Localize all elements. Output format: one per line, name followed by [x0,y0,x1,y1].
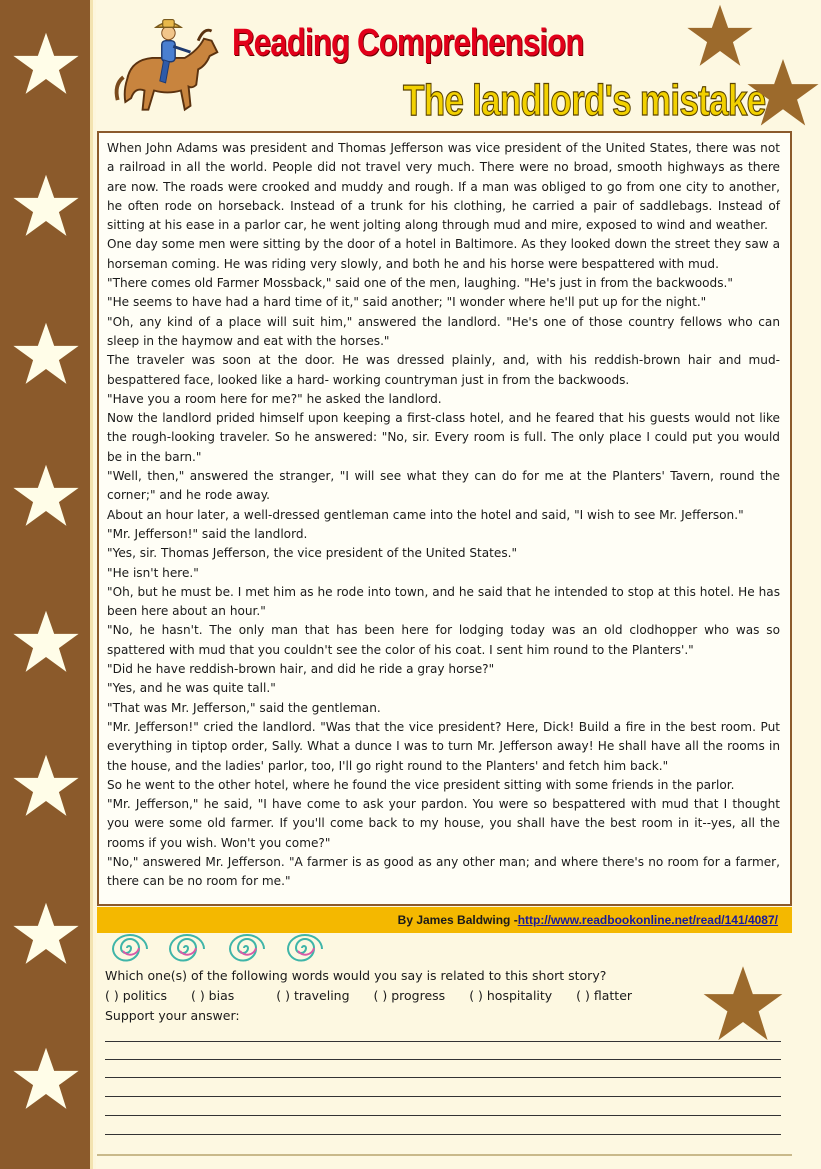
story-paragraph: "Mr. Jefferson!" said the landlord. [107,526,308,541]
strip-star-icon [12,752,80,820]
story-paragraph: "Mr. Jefferson," he said, "I have come to ask your pardon. You were so bespattered with mud that I thought you were some old farmer. If you'll come back to my house, you shall have the best room in it--yes, all the rooms if you wish. Won't you come?" [107,797,780,850]
support-label: Support your answer: [105,1008,240,1023]
answer-line[interactable] [105,1077,781,1078]
strip-star-icon [12,608,80,676]
strip-star-icon [12,30,80,98]
story-paragraph: "Yes, and he was quite tall." [107,681,276,696]
story-paragraph: "No, he hasn't. The only man that has been here for lodging today was an old clodhopper who was so spattered with mud that you couldn't see the color of his coat. I sent him round to the Planters'." [107,623,780,657]
strip-star-icon [12,900,80,968]
bottom-border [97,1154,792,1156]
story-paragraph: "Did he have reddish-brown hair, and did he ride a gray horse?" [107,662,495,677]
source-link[interactable]: http://www.readbookonline.net/read/141/4087/ [517,913,778,927]
spiral-icon [107,930,151,966]
story-paragraph: "There comes old Farmer Mossback," said one of the men, laughing. "He's just in from the backwoods." [107,276,733,291]
cowboy-horse-icon [110,10,225,125]
story-paragraph: About an hour later, a well-dressed gentleman came into the hotel and said, "I wish to see Mr. Jefferson." [107,507,744,522]
answer-line[interactable] [105,1115,781,1116]
story-paragraph: "Yes, sir. Thomas Jefferson, the vice president of the United States." [107,546,518,561]
option-traveling[interactable]: ( ) traveling [276,988,350,1003]
story-paragraph: When John Adams was president and Thomas Jefferson was vice president of the United States, there was not a railroad in all the world. People did not travel very much. There were no broad, smooth highways as there are now. The roads were crooked and muddy and rough. If a man was obliged to go from one city to another, he often rode on horseback. Instead of a trunk for his clothing, he carried a pair of saddlebags. Instead of sitting at his ease in a parlor car, he went jolting along through mud and mire, exposed to wind and weather. [107,141,780,233]
story-body [107,139,780,892]
answer-line[interactable] [105,1134,781,1135]
strip-star-icon [12,320,80,388]
story-paragraph: "Mr. Jefferson!" cried the landlord. "Was that the vice president? Here, Dick! Build a fire in the best room. Put everything in tiptop order, Sally. What a dunce I was to turn Mr. Jefferson away! He shall have all the rooms in the house, and the ladies' parlor, too, I'll go right round to the Planters' and fetch him back." [107,719,780,773]
left-decor-strip [0,0,93,1169]
answer-line[interactable] [105,1059,781,1060]
exercise-options [105,988,652,1003]
spiral-icon [224,930,268,966]
brown-star-icon [702,963,784,1045]
story-paragraph: "Oh, but he must be. I met him as he rode into town, and he said that he intended to stop at this hotel. He has been here about an hour." [107,584,780,619]
story-paragraph: "He isn't here." [107,565,199,580]
strip-star-icon [12,462,80,530]
option-bias[interactable]: ( ) bias [190,988,235,1003]
strip-star-icon [12,172,80,240]
answer-line[interactable] [105,1096,781,1097]
story-paragraph: "That was Mr. Jefferson," said the gentleman. [107,700,381,715]
strip-star-icon [12,1045,80,1113]
option-progress[interactable]: ( ) progress [373,988,446,1003]
story-paragraph: "Have you a room here for me?" he asked the landlord. [107,391,442,406]
credit-author: By James Baldwing - [397,913,518,927]
brown-star-icon [686,2,754,70]
story-paragraph: So he went to the other hotel, where he found the vice president sitting with some friends in the parlor. [107,777,735,792]
option-flatter[interactable]: ( ) flatter [576,988,633,1003]
spiral-icon [282,930,326,966]
story-paragraph: The traveler was soon at the door. He was dressed plainly, and, with his reddish-brown hair and mud-bespattered face, looked like a hard- working countryman just in from the backwoods. [107,353,780,387]
page-title: Reading Comprehension [232,22,584,64]
answer-line[interactable] [105,1041,781,1042]
spiral-icon [164,930,208,966]
option-hospitality[interactable]: ( ) hospitality [469,988,553,1003]
story-paragraph: "Well, then," answered the stranger, "I will see what they can do for me at the Planters' Tavern, round the corner;" and he rode away. [107,469,780,503]
story-paragraph: "Oh, any kind of a place will suit him," answered the landlord. "He's one of those country fellows who can sleep in the haymow and eat with the horses." [107,314,780,348]
story-paragraph: One day some men were sitting by the door of a hotel in Baltimore. As they looked down the street they saw a horseman coming. He was riding very slowly, and both he and his horse were bespattered with mud. [107,237,780,271]
option-politics[interactable]: ( ) politics [105,988,167,1003]
story-paragraph: "No," answered Mr. Jefferson. "A farmer is as good as any other man; and where there's no room for a farmer, there can be no room for me." [107,854,780,889]
story-paragraph: "He seems to have had a hard time of it," said another; "I wonder where he'll put up for the night." [107,295,707,310]
story-title: The landlord's mistake [403,76,766,125]
story-paragraph: Now the landlord prided himself upon keeping a first-class hotel, and he feared that his guests would not like the rough-looking traveler. So he answered: "No, sir. Every room is full. The only place I could put you would be in the barn." [107,411,780,464]
exercise-question: Which one(s) of the following words would you say is related to this short story? [105,968,607,983]
brown-star-icon [746,56,820,130]
story-text-box [97,131,792,906]
